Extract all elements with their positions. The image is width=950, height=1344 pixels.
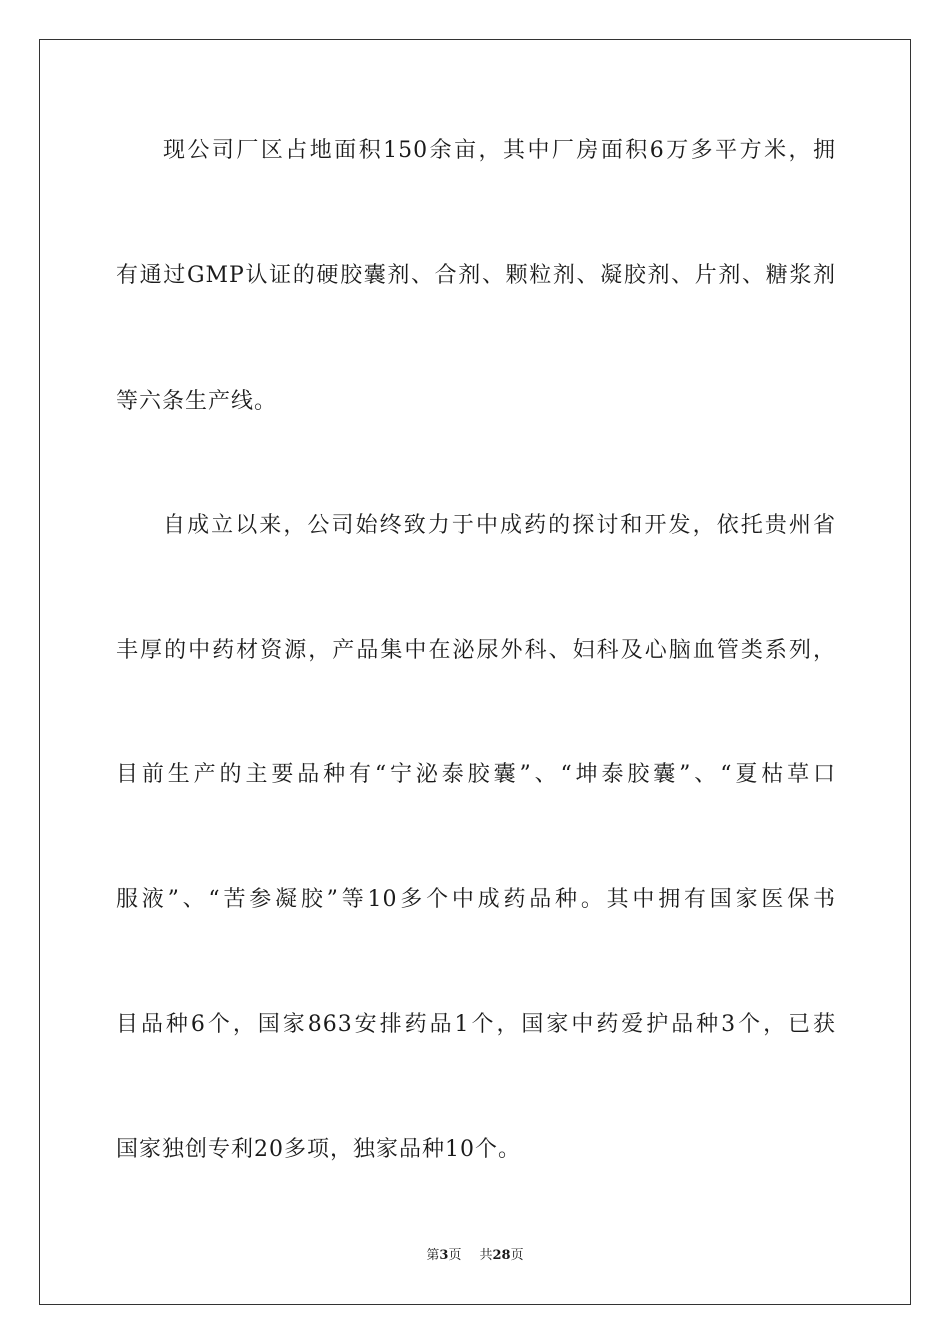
paragraph-2-line-1: 自成立以来，公司始终致力于中成药的探讨和开发，依托贵州省 <box>163 513 836 538</box>
footer-total-unit: 页 <box>510 1248 524 1263</box>
footer-page-unit: 页 <box>448 1248 462 1263</box>
paragraph-2-line-6: 国家独创专利20多项，独家品种10个。 <box>116 1137 521 1162</box>
paragraph-1-line-1: 现公司厂区占地面积150余亩，其中厂房面积6万多平方米，拥 <box>163 138 836 163</box>
footer-total-prefix: 共 <box>479 1248 493 1263</box>
footer-page-current: 3 <box>439 1248 449 1263</box>
paragraph-2-line-5: 目品种6个，国家863安排药品1个，国家中药爱护品种3个，已获 <box>116 1012 836 1037</box>
paragraph-2-line-3: 目前生产的主要品种有“宁泌泰胶囊”、“坤泰胶囊”、“夏枯草口 <box>116 762 836 787</box>
paragraph-2-line-4: 服液”、“苦参凝胶”等10多个中成药品种。其中拥有国家医保书 <box>116 887 836 912</box>
footer-page-prefix: 第 <box>426 1248 440 1263</box>
paragraph-1-line-2: 有通过GMP认证的硬胶囊剂、合剂、颗粒剂、凝胶剂、片剂、糖浆剂 <box>116 263 836 288</box>
page-footer <box>0 1247 950 1265</box>
paragraph-1-line-3: 等六条生产线。 <box>116 389 278 414</box>
footer-page-total: 28 <box>492 1248 511 1263</box>
paragraph-2-line-2: 丰厚的中药材资源，产品集中在泌尿外科、妇科及心脑血管类系列， <box>116 638 836 663</box>
page-border <box>39 39 911 1305</box>
